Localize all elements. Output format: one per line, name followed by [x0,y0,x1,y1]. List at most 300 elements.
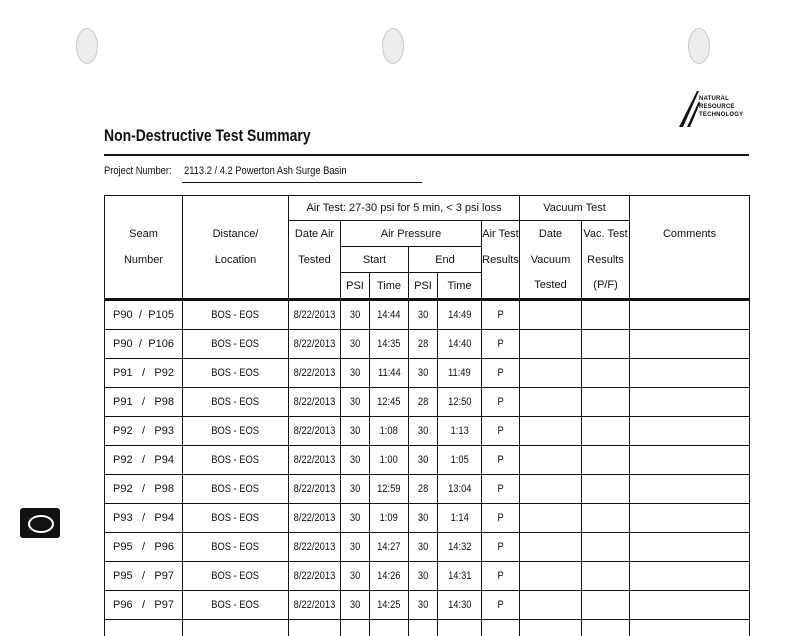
seam-separator: / [142,425,145,437]
start-psi-cell-text: 30 [350,570,360,582]
seam-a: P91 [113,367,133,379]
vacuum-test-group-header: Vacuum Test [520,196,630,221]
date-air-cell [289,533,341,562]
vac-result-cell [582,562,630,591]
date-air-cell-text: 8/22/2013 [294,367,336,379]
vac-result-cell [582,388,630,417]
binder-hole-right [688,28,710,64]
seam-separator: / [139,338,142,350]
date-air-cell-text: 8/22/2013 [294,512,336,524]
table-row [105,562,750,591]
start-time-cell-text: 12:45 [377,396,400,408]
seam-separator: / [139,309,142,321]
start-psi-cell-text: 30 [350,454,360,466]
seam-header-bottom [105,273,183,300]
end-time-cell [438,591,482,620]
end-psi-cell-text: 30 [418,599,428,611]
seam-b: P105 [148,309,174,321]
start-time-cell-text: 14:44 [377,309,400,321]
end-time-cell [438,388,482,417]
comments-cell [630,504,750,533]
seam-separator: / [142,454,145,466]
seam-a: P93 [113,512,133,524]
date-vacuum-header-label: Date [520,221,582,247]
test-rows [105,300,750,636]
start-time-cell [370,300,409,330]
seam-separator: / [142,483,145,495]
table-row [105,533,750,562]
location-cell [183,417,289,446]
seam-number-cell [105,388,183,417]
project-number-label: Project Number: [104,165,172,177]
air-result-cell [482,330,520,359]
empty-cell [105,620,183,636]
date-air-cell [289,417,341,446]
air-result-cell-text: P [497,512,503,524]
start-time-cell [370,417,409,446]
title-divider [104,154,749,156]
location-cell [183,591,289,620]
end-time-cell [438,359,482,388]
start-psi-cell-text: 30 [350,309,360,321]
start-time-cell-text: 14:35 [377,338,400,350]
end-time-cell [438,475,482,504]
air-result-cell [482,417,520,446]
location-cell [183,562,289,591]
date-air-cell-text: 8/22/2013 [294,338,336,350]
date-vacuum-cell [520,330,582,359]
vac-results-header-label: Results [582,247,630,273]
table-row-partial [105,620,750,636]
air-result-cell [482,591,520,620]
start-psi-cell-text: 30 [350,425,360,437]
date-vacuum-cell [520,591,582,620]
table-row [105,446,750,475]
date-air-cell-text: 8/22/2013 [294,309,336,321]
location-cell [183,330,289,359]
date-vacuum-cell [520,504,582,533]
start-time-cell-text: 14:25 [377,599,400,611]
end-header: End [409,247,482,273]
seam-a: P92 [113,454,133,466]
date-air-cell-text: 8/22/2013 [294,396,336,408]
comments-cell [630,330,750,359]
start-time-cell-text: 1:08 [380,425,398,437]
end-time-cell-text: 13:04 [448,483,471,495]
date-vacuum-cell [520,562,582,591]
vac-result-cell [582,359,630,388]
location-cell [183,446,289,475]
start-psi-cell-text: 30 [350,512,360,524]
air-result-cell [482,388,520,417]
seam-header-top [105,196,183,221]
location-cell-text: BOS - EOS [212,454,260,466]
seam-separator: / [142,396,145,408]
end-time-cell-text: 14:32 [448,541,471,553]
start-psi-cell-text: 30 [350,338,360,350]
empty-cell [482,620,520,636]
start-psi-cell [341,417,370,446]
date-air-header-bottom [289,273,341,300]
vac-result-cell [582,475,630,504]
end-time-cell [438,446,482,475]
seam-a: P92 [113,425,133,437]
vac-result-cell [582,300,630,330]
date-vacuum-header-label: Vacuum [520,247,582,273]
location-cell-text: BOS - EOS [212,367,260,379]
seam-a: P92 [113,483,133,495]
comments-header-bottom [630,247,750,273]
air-result-cell-text: P [497,309,503,321]
air-result-cell-text: P [497,425,503,437]
vac-result-cell [582,330,630,359]
air-pressure-header: Air Pressure [341,221,482,247]
location-cell-text: BOS - EOS [212,396,260,408]
comments-header-bottom [630,273,750,300]
date-air-cell-text: 8/22/2013 [294,541,336,553]
table-row [105,388,750,417]
location-cell [183,300,289,330]
date-vacuum-cell [520,446,582,475]
end-psi-cell-text: 28 [418,338,428,350]
date-air-cell [289,504,341,533]
vac-result-cell [582,417,630,446]
seam-a: P95 [113,570,133,582]
date-air-cell [289,300,341,330]
start-time-cell-text: 1:09 [380,512,398,524]
date-air-cell-text: 8/22/2013 [294,483,336,495]
seam-number-cell [105,446,183,475]
location-cell-text: BOS - EOS [212,483,260,495]
air-result-cell-text: P [497,367,503,379]
date-air-cell [289,591,341,620]
seam-b: P96 [154,541,174,553]
location-cell [183,475,289,504]
start-psi-cell-text: 30 [350,367,360,379]
end-psi-cell-text: 30 [418,541,428,553]
seam-b: P97 [154,570,174,582]
seam-number-cell [105,504,183,533]
date-vacuum-cell [520,475,582,504]
air-result-cell-text: P [497,541,503,553]
comments-cell [630,300,750,330]
air-result-cell-text: P [497,454,503,466]
location-cell [183,388,289,417]
date-air-header-label: Date Air [289,221,341,247]
start-time-cell-text: 11:44 [378,367,401,379]
seam-b: P94 [154,454,174,466]
start-time-cell-text: 1:00 [380,454,398,466]
table-row [105,330,750,359]
end-psi-cell [409,300,438,330]
seam-separator: / [142,512,145,524]
date-vacuum-header-label: Tested [520,273,582,300]
seam-b: P98 [154,396,174,408]
seam-separator: / [142,599,145,611]
comments-header-top [630,196,750,221]
start-psi-cell [341,591,370,620]
end-psi-cell [409,417,438,446]
vac-results-header-label: Vac. Test [582,221,630,247]
table-row [105,359,750,388]
tab-marker-icon [20,508,60,538]
distance-header-label: Distance/ [183,221,289,247]
air-result-cell [482,300,520,330]
table-row [105,300,750,330]
end-psi-cell [409,475,438,504]
date-air-cell-text: 8/22/2013 [294,454,336,466]
location-cell [183,359,289,388]
date-vacuum-cell [520,359,582,388]
start-psi-cell-text: 30 [350,599,360,611]
start-time-cell [370,388,409,417]
start-time-cell-text: 14:27 [377,541,400,553]
seam-a: P90 [113,309,133,321]
start-psi-cell-text: 30 [350,483,360,495]
seam-b: P92 [154,367,174,379]
binder-hole-left [76,28,98,64]
seam-a: P91 [113,396,133,408]
date-vacuum-cell [520,388,582,417]
date-air-cell [289,446,341,475]
location-cell-text: BOS - EOS [212,541,260,553]
air-results-header-label: Air Test [482,221,520,247]
company-logo [677,85,747,137]
seam-b: P98 [154,483,174,495]
end-time-cell [438,417,482,446]
location-cell-text: BOS - EOS [212,309,260,321]
start-psi-cell [341,533,370,562]
air-result-cell [482,359,520,388]
seam-number-cell [105,330,183,359]
seam-b: P93 [154,425,174,437]
table-row [105,591,750,620]
comments-cell [630,562,750,591]
location-cell [183,533,289,562]
start-psi-cell-text: 30 [350,541,360,553]
seam-b: P106 [148,338,174,350]
start-time-cell-text: 12:59 [377,483,400,495]
date-air-cell [289,562,341,591]
date-air-cell [289,359,341,388]
air-results-header-label: Results [482,247,520,273]
start-time-cell [370,533,409,562]
vac-result-cell [582,504,630,533]
date-air-header-label: Tested [289,247,341,273]
end-time-cell [438,562,482,591]
date-air-cell-text: 8/22/2013 [294,570,336,582]
end-time-cell-text: 14:40 [448,338,471,350]
seam-separator: / [142,570,145,582]
end-psi-cell [409,562,438,591]
project-number-value: 2113.2 / 4.2 Powerton Ash Surge Basin [184,165,347,177]
distance-header-label: Location [183,247,289,273]
air-test-group-header: Air Test: 27-30 psi for 5 min, < 3 psi loss [289,196,520,221]
empty-cell [341,620,370,636]
comments-cell [630,475,750,504]
seam-a: P95 [113,541,133,553]
location-cell-text: BOS - EOS [212,570,260,582]
end-psi-cell [409,446,438,475]
end-time-cell [438,504,482,533]
location-cell-text: BOS - EOS [212,599,260,611]
date-air-cell [289,330,341,359]
location-cell [183,504,289,533]
date-air-cell-text: 8/22/2013 [294,599,336,611]
end-psi-cell-text: 30 [418,512,428,524]
start-time-cell-text: 14:26 [377,570,400,582]
location-cell-text: BOS - EOS [212,338,260,350]
empty-cell [370,620,409,636]
date-air-cell [289,475,341,504]
binder-hole-center [382,28,404,64]
end-psi-cell [409,504,438,533]
air-result-cell-text: P [497,570,503,582]
location-cell-text: BOS - EOS [212,512,260,524]
empty-cell [183,620,289,636]
empty-cell [438,620,482,636]
start-time-cell [370,591,409,620]
comments-cell [630,388,750,417]
start-psi-cell [341,330,370,359]
empty-cell [289,620,341,636]
air-result-cell-text: P [497,396,503,408]
end-psi-cell [409,533,438,562]
test-summary-table [104,195,750,636]
start-psi-cell [341,562,370,591]
start-header: Start [341,247,409,273]
end-time-cell-text: 1:14 [450,512,468,524]
start-psi-cell [341,359,370,388]
comments-cell [630,446,750,475]
end-time-cell [438,330,482,359]
date-vacuum-cell [520,300,582,330]
start-psi-cell [341,446,370,475]
end-time-cell-text: 14:31 [448,570,471,582]
seam-number-cell [105,591,183,620]
seam-number-cell [105,475,183,504]
distance-header-top [183,196,289,221]
seam-b: P94 [154,512,174,524]
vac-results-header-label: (P/F) [582,273,630,300]
logo-line: RESOURCE [699,103,743,111]
end-time-cell-text: 1:05 [450,454,468,466]
end-psi-cell-text: 30 [418,454,428,466]
seam-number-cell [105,300,183,330]
start-time-cell [370,446,409,475]
logo-text [699,95,743,119]
logo-line: TECHNOLOGY [699,111,743,119]
start-psi-cell [341,300,370,330]
date-vacuum-cell [520,533,582,562]
end-psi-cell-text: 30 [418,570,428,582]
end-time-cell-text: 14:30 [448,599,471,611]
end-psi-cell [409,330,438,359]
date-air-cell-text: 8/22/2013 [294,425,336,437]
table-row [105,475,750,504]
comments-header-label: Comments [630,221,750,247]
start-psi-cell [341,475,370,504]
seam-b: P97 [154,599,174,611]
end-psi-cell-text: 30 [418,367,428,379]
air-result-cell-text: P [497,483,503,495]
end-psi-cell [409,591,438,620]
start-time-cell [370,359,409,388]
seam-a: P96 [113,599,133,611]
date-vacuum-cell [520,417,582,446]
end-time-header: Time [438,273,482,300]
vac-result-cell [582,533,630,562]
project-number-underline [182,182,422,183]
air-result-cell [482,562,520,591]
seam-separator: / [142,367,145,379]
end-time-cell-text: 11:49 [448,367,471,379]
seam-number-cell [105,533,183,562]
logo-mark-icon [677,85,701,129]
table-row [105,417,750,446]
comments-cell [630,533,750,562]
end-psi-cell-text: 30 [418,425,428,437]
air-result-cell [482,504,520,533]
start-psi-cell-text: 30 [350,396,360,408]
start-time-cell [370,475,409,504]
end-time-cell [438,300,482,330]
end-psi-cell-text: 28 [418,483,428,495]
air-results-header-bottom [482,273,520,300]
start-psi-header: PSI [341,273,370,300]
end-time-cell [438,533,482,562]
distance-header-bottom [183,273,289,300]
page-title: Non-Destructive Test Summary [104,126,311,146]
start-time-cell [370,504,409,533]
seam-number-cell [105,562,183,591]
comments-cell [630,359,750,388]
end-time-cell-text: 1:13 [450,425,468,437]
end-psi-header: PSI [409,273,438,300]
air-result-cell [482,533,520,562]
seam-header-label: Seam [105,221,183,247]
seam-number-cell [105,359,183,388]
seam-header-label: Number [105,247,183,273]
start-time-cell [370,330,409,359]
empty-cell [409,620,438,636]
end-time-cell-text: 14:49 [448,309,471,321]
vac-result-cell [582,591,630,620]
start-psi-cell [341,388,370,417]
seam-separator: / [142,541,145,553]
start-time-cell [370,562,409,591]
empty-cell [520,620,582,636]
comments-cell [630,417,750,446]
location-cell-text: BOS - EOS [212,425,260,437]
logo-line: NATURAL [699,95,743,103]
start-psi-cell [341,504,370,533]
air-result-cell [482,475,520,504]
date-air-cell [289,388,341,417]
seam-number-cell [105,417,183,446]
table-row [105,504,750,533]
seam-a: P90 [113,338,133,350]
end-time-cell-text: 12:50 [448,396,471,408]
start-time-header: Time [370,273,409,300]
end-psi-cell [409,359,438,388]
air-result-cell [482,446,520,475]
empty-cell [582,620,630,636]
end-psi-cell-text: 30 [418,309,428,321]
vac-result-cell [582,446,630,475]
air-result-cell-text: P [497,338,503,350]
comments-cell [630,591,750,620]
